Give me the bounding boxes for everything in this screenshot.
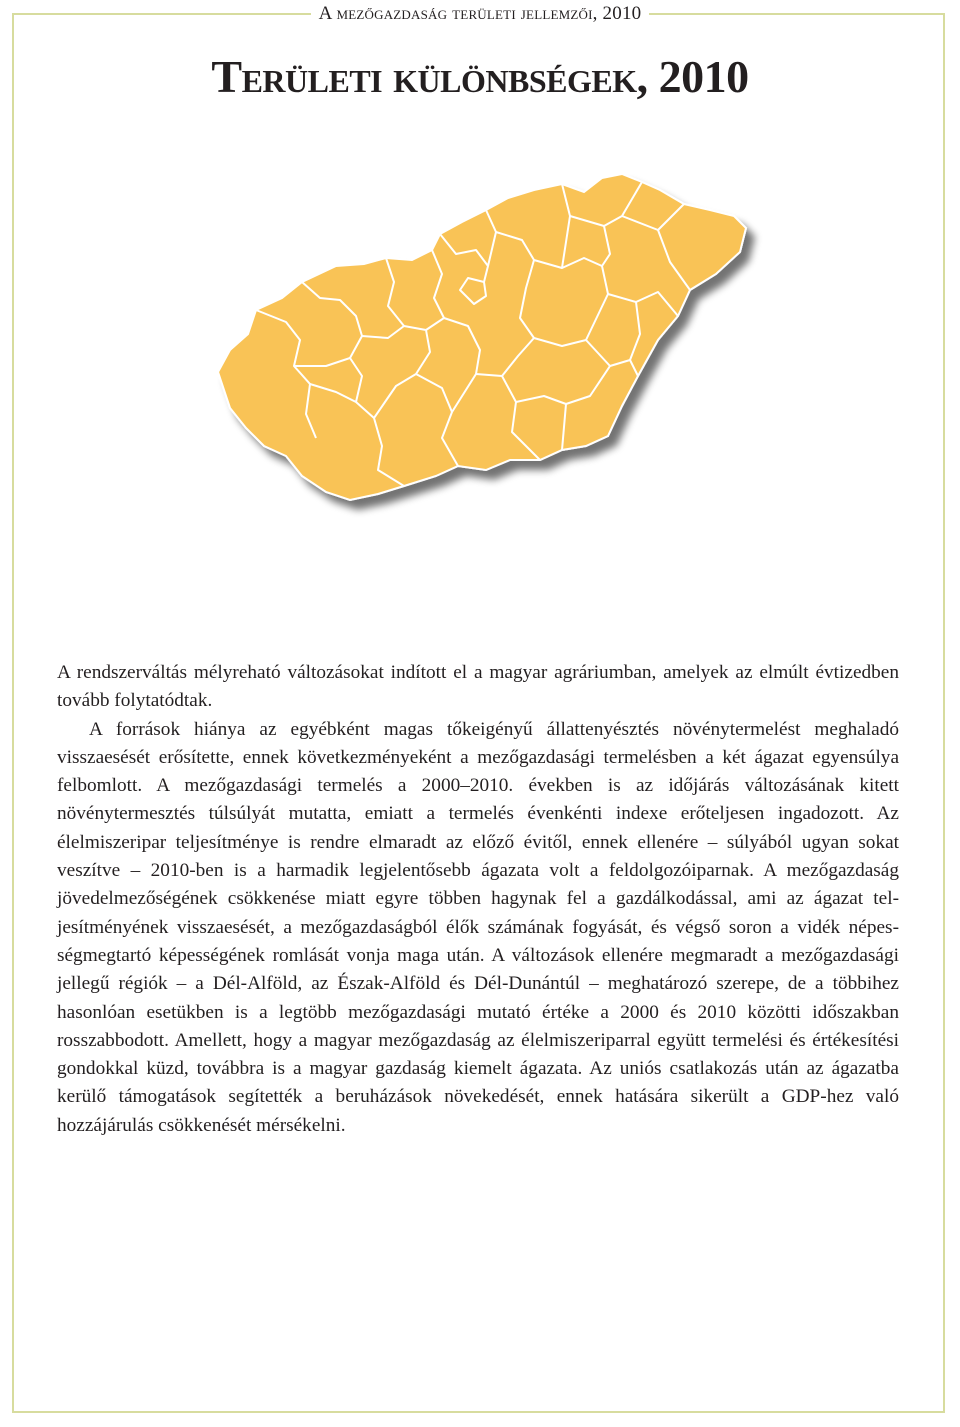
body-text bbox=[57, 659, 899, 1140]
page-title: Területi különbségek, 2010 bbox=[211, 51, 749, 102]
running-head-rule-left bbox=[12, 13, 266, 15]
paragraph-main: A források hiánya az egyébként magas tőkeigényű állattenyésztés növénytermelést meghaladó visszaesését erősítette, ennek következményeként a mezőgazdasági termelésben a két ágazat egyensúlya felbomlott. A mezőgazdasági termelés a 2000–2010. években is az időjárás változásának kitett növénytermesztés túlsúlyát mutatta, emiatt a termelés évenkénti indexe erőteljesen ingadozott. Az élelmiszeripar teljesítménye is rendre elmaradt az előző évitől, ennek ellenére – súlyából ugyan sokat veszítve – 2010-ben is a harmadik legjelentősebb ágazata volt a feldolgozóiparnak. A mezőgazdaság jövedelmezőségének csökkenése miatt egyre többen hagynak fel a gazdálkodással, ami az ágazat teljesítményének visszaesését, a mezőgazdaságból élők számának fogyását, és végső soron a vidék népességmegtartó képességének romlását vonja maga után. A változások ellenére megmaradt a mezőgazdasági jellegű régiók – a Dél-Alföld, az Észak-Alföld és Dél-Dunántúl – meghatározó szerepe, de a többihez hasonlóan esetükben is a legtöbb mezőgazdasági mutató értéke a 2000 és 2010 közötti időszakban rosszabbodott. Amellett, hogy a magyar mezőgazdaság az élelmiszeriparral együtt termelési és értékesítési gondokkal küzd, továbbra is a magyar gazdaság kiemelt ágazata. Az uniós csatlakozás után az ágazatba kerülő támogatások segítették a beruházások növekedését, ennek hatására sikerült a GDP-hez való hozzájárulás csökkenését mérsékelni. bbox=[57, 718, 899, 1136]
hungary-map-svg bbox=[190, 170, 770, 520]
running-head-rule-right bbox=[694, 13, 945, 15]
running-head bbox=[0, 0, 960, 28]
hungary-county-map bbox=[190, 170, 770, 520]
running-head-text: A mezőgazdaság területi jellemzői, 2010 bbox=[311, 3, 650, 25]
paragraph-intro: A rendszerváltás mélyreható változásokat indított el a magyar agráriumban, amelyek az elmúlt évtizedben tovább folytatódtak. bbox=[57, 662, 899, 712]
